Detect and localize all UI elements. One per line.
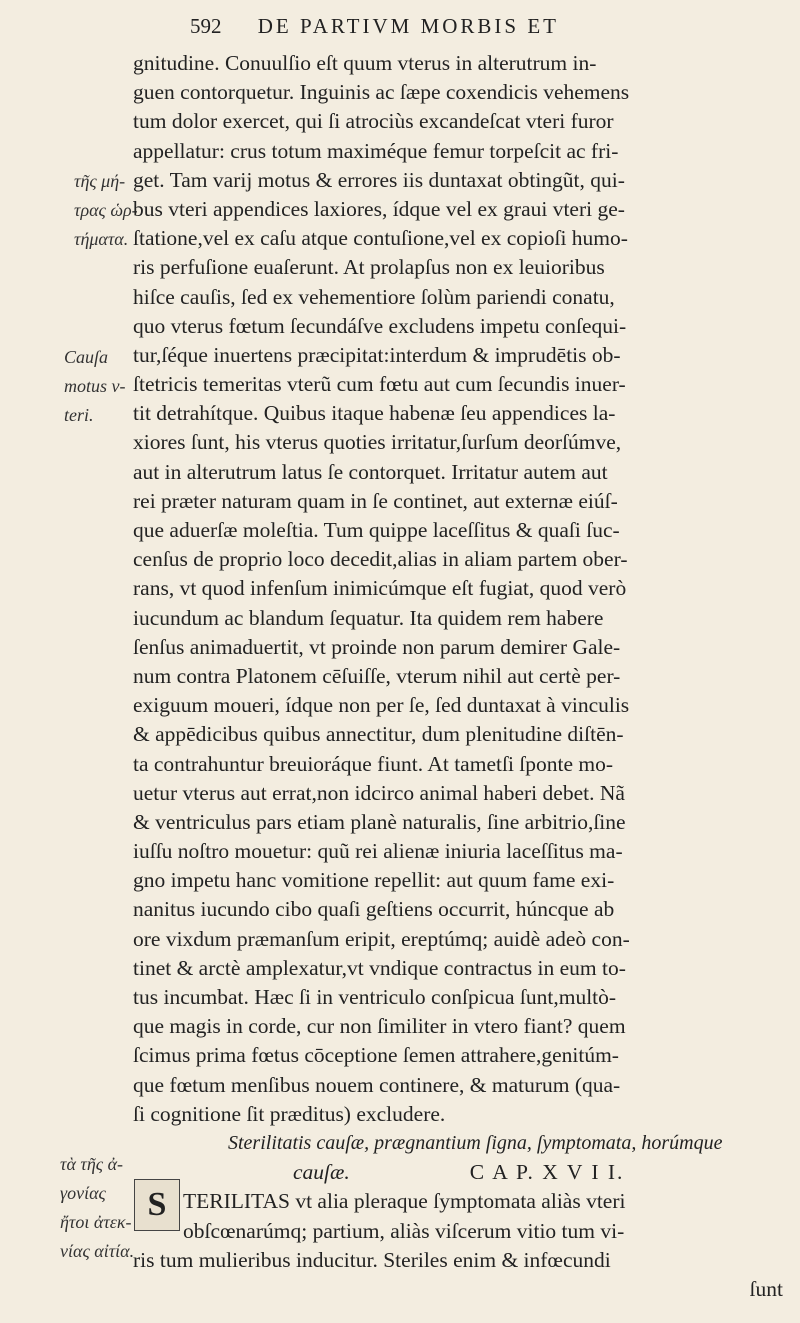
catchword: ſunt xyxy=(749,1276,783,1301)
text-line: bus vteri appendices laxiores, ídque vel ex graui vteri ge- xyxy=(133,196,625,221)
text-line: exiguum moueri, ídque non per ſe, ſed duntaxat à vinculis xyxy=(133,693,630,718)
marginal-note-causa-motus: Cauſa motus v- teri. xyxy=(64,347,126,425)
running-title: DE PARTIVM MORBIS ET xyxy=(257,14,559,38)
text-line: aut in alterutrum latus ſe contorquet. Irritatur autem aut xyxy=(133,459,608,484)
text-line: rans, vt quod infenſum inimicúmque eſt fugiat, quod verò xyxy=(133,576,627,601)
text-line: ſtetricis temeritas vterũ cum fœtu aut cum ſecundis inuer- xyxy=(133,372,626,397)
text-line: que fœtum menſibus nouem continere, & maturum (qua- xyxy=(133,1072,621,1097)
text-line: ſi cognitione ſit præditus) excludere. xyxy=(133,1101,446,1126)
running-header xyxy=(190,14,770,39)
chapter-number: C A P. X V I I. xyxy=(469,1160,625,1185)
chapter-heading xyxy=(133,1158,793,1187)
text-line: gnitudine. Conuulſio eſt quum vterus in alterutrum in- xyxy=(133,51,597,75)
text-line: quo vterus fœtum ſecundáſve excludens impetu conſequi- xyxy=(133,313,627,338)
text-line: gno impetu hanc vomitione repellit: aut quum fame exi- xyxy=(133,868,615,893)
text-line: tinet & arctè amplexatur,vt vndique contractus in eum to- xyxy=(133,955,626,980)
text-line: iucundum ac blandum ſequatur. Ita quidem rem habere xyxy=(133,605,604,630)
text-line: ſcimus prima fœtus cōceptione ſemen attrahere,genitúm- xyxy=(133,1043,619,1068)
text-line: uetur vterus aut errat,non idcirco animal haberi debet. Nã xyxy=(133,780,625,805)
text-line: que magis in corde, cur non ſimiliter in vtero fiant? quem xyxy=(133,1014,626,1039)
text-line: cenſus de proprio loco decedit,alias in aliam partem ober- xyxy=(133,547,628,572)
text-line: get. Tam varij motus & errores iis duntaxat obtingũt, qui- xyxy=(133,167,625,192)
text-line: tur,ſéque inuertens præcipitat:interdum & imprudētis ob- xyxy=(133,342,621,367)
text-line: ore vixdum præmanſum eripit, ereptúmq; auidè adeò con- xyxy=(133,926,630,951)
body-text xyxy=(133,49,793,1304)
text-line: ta contrahuntur breuioráque fiunt. At tametſi ſponte mo- xyxy=(133,751,614,776)
text-line: tum dolor exercet, qui ſi atrociùs excandeſcat vteri furor xyxy=(133,109,614,134)
text-line: guen contorquetur. Inguinis ac ſæpe coxendicis vehemens xyxy=(133,80,630,105)
text-line: que aduerſæ moleſtia. Tum quippe laceſſitus & quaſi ſuc- xyxy=(133,518,620,542)
marginal-note-greek-1: τῆς μή- τρας ὡρ- τήματα. xyxy=(74,171,138,249)
text-line: & appēdicibus quibus annectitur, dum plenitudine diſtēn- xyxy=(133,722,624,747)
text-line: obſcœnarúmq; partium, aliàs viſcerum vitio tum vi- xyxy=(183,1218,625,1243)
text-line: ris tum mulieribus inducitur. Steriles enim & infœcundi xyxy=(133,1247,611,1272)
page-number: 592 xyxy=(190,14,222,38)
chapter-title: Sterilitatis cauſæ, prægnantium ſigna, ſymptomata, horúmque xyxy=(228,1131,723,1154)
text-line: nanitus iucundo cibo quaſi geſtiens occurrit, húncque ab xyxy=(133,897,615,922)
text-line: tit detrahítque. Quibus itaque habenæ ſeu appendices la- xyxy=(133,401,616,426)
text-line: ſenſus animaduertit, vt proinde non parum demirer Gale- xyxy=(133,634,621,659)
text-line: num contra Platonem cēſuiſſe, vterum nihil aut certè per- xyxy=(133,663,621,688)
text-line: & ventriculus pars etiam planè naturalis, ſine arbitrio,ſine xyxy=(133,809,626,834)
text-line: tus incumbat. Hæc ſi in ventriculo conſpicua ſunt,multò- xyxy=(133,985,617,1009)
text-line: ſtatione,vel ex caſu atque contuſione,vel ex copioſi humo- xyxy=(133,226,628,251)
text-line: iuſſu noſtro mouetur: quũ rei alienæ iniuria laceſſitus ma- xyxy=(133,839,623,864)
text-line: ris perfuſione euaſerunt. At prolapſus non ex leuioribus xyxy=(133,255,605,280)
chapter-title-cont: cauſæ. xyxy=(293,1160,350,1185)
marginal-note-greek-2: τὰ τῆς ἀ- γονίας ἤτοι ἀτεκ- νίας αἰτία. xyxy=(60,1154,135,1261)
text-line: hiſce cauſis, ſed ex vehementiore ſolùm pariendi conatu, xyxy=(133,284,615,309)
drop-cap: S xyxy=(134,1179,180,1231)
text-line: xiores ſunt, his vterus quoties irritatur,ſurſum deorſúmve, xyxy=(133,430,622,455)
text-line: appellatur: crus totum maximéque femur torpeſcit ac fri- xyxy=(133,138,619,163)
text-line: TERILITAS vt alia pleraque ſymptomata aliàs vteri xyxy=(183,1189,626,1214)
text-line: rei præter naturam quam in ſe continet, aut externæ eiúſ- xyxy=(133,488,618,513)
